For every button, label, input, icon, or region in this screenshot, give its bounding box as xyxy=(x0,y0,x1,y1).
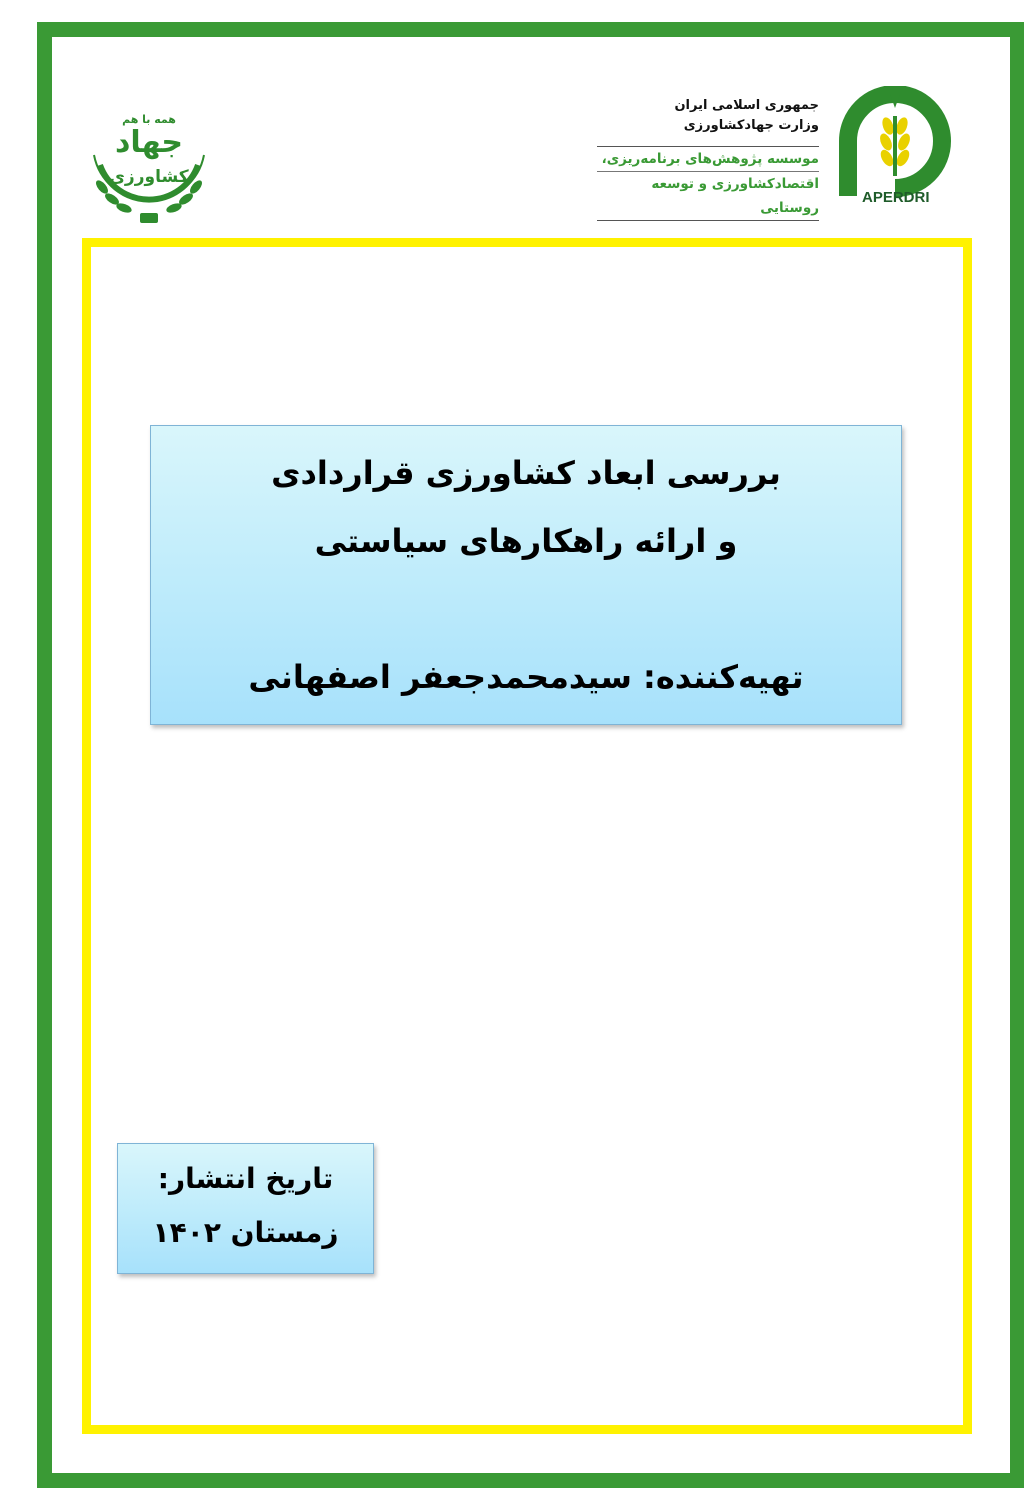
country-name: جمهوری اسلامی ایران xyxy=(674,98,819,113)
logo-sub-word: کشاورزی xyxy=(109,167,189,187)
logo-main-word: جهاد xyxy=(114,125,184,160)
report-title-line2: و ارائه راهکارهای سیاستی xyxy=(314,522,738,560)
institute-name-line1: موسسه پژوهش‌های برنامه‌ریزی، xyxy=(601,151,819,167)
logo-slogan: همه با هم xyxy=(122,113,176,126)
institute-name-block xyxy=(597,146,819,221)
title-box xyxy=(150,425,902,725)
ministry-header xyxy=(589,96,819,136)
ministry-name: وزارت جهادکشاورزی xyxy=(683,118,819,133)
jahad-keshavarzi-logo xyxy=(80,95,218,230)
report-author: تهیه‌کننده: سیدمحمدجعفر اصفهانی xyxy=(248,658,804,696)
publication-date-label: تاریخ انتشار: xyxy=(157,1162,334,1195)
publication-date-value: زمستان ۱۴۰۲ xyxy=(152,1216,339,1249)
aperdri-abbreviation: APERDRI xyxy=(862,189,930,206)
aperdri-logo xyxy=(828,86,962,218)
institute-name-line2: اقتصادکشاورزی و توسعه روستایی xyxy=(597,171,819,220)
publication-date-box xyxy=(117,1143,374,1274)
report-title-line1: بررسی ابعاد کشاورزی قراردادی xyxy=(271,454,781,492)
